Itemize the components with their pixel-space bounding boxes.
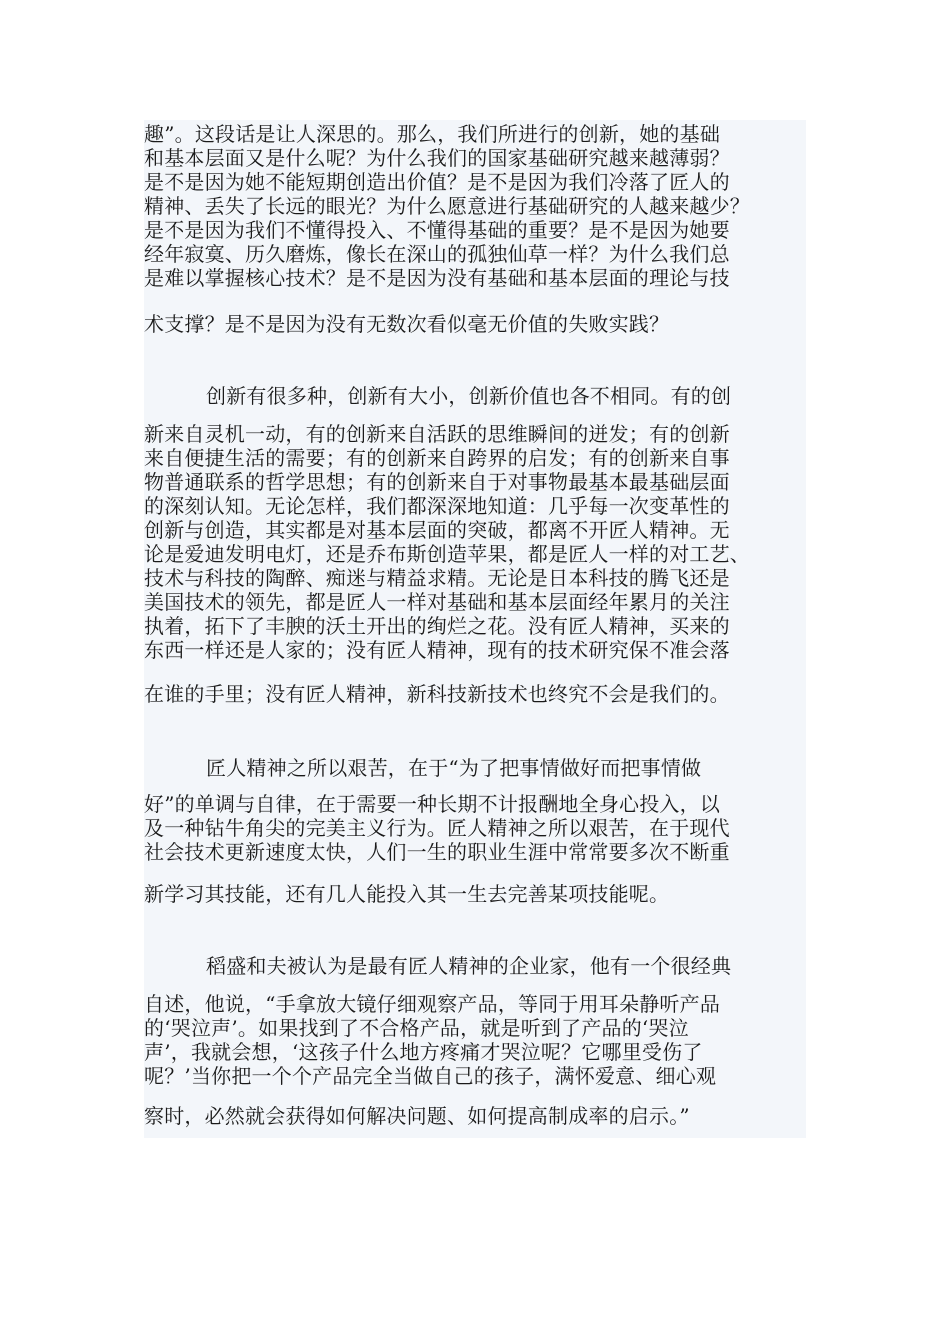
paragraph-1 (144, 120, 806, 366)
paragraph-line: 物普通联系的哲学思想；有的创新来自于对事物最基本最基础层面 (144, 470, 730, 494)
paragraph-2 (144, 366, 806, 722)
paragraph-line: 在谁的手里；没有匠人精神，新科技新技术也终究不会是我们的。 (144, 682, 730, 706)
paragraph-line: 东西一样还是人家的；没有匠人精神，现有的技术研究保不准会落 (144, 638, 730, 662)
paragraph-line: 来自便捷生活的需要；有的创新来自跨界的启发；有的创新来自事 (144, 446, 730, 470)
paragraph-line: 社会技术更新速度太快，人们一生的职业生涯中常常要多次不断重 (144, 840, 730, 864)
paragraph-line: 术支撑？是不是因为没有无数次看似毫无价值的失败实践？ (144, 312, 670, 336)
paragraph-4 (144, 932, 806, 1138)
paragraph-line: 好”的单调与自律，在于需要一种长期不计报酬地全身心投入，以 (144, 792, 721, 816)
paragraph-line: 自述，他说，“手拿放大镜仔细观察产品，等同于用耳朵静听产品 (144, 992, 721, 1016)
paragraph-line: 稻盛和夫被认为是最有匠人精神的企业家，他有一个很经典 (206, 954, 732, 978)
paragraph-line: 察时，必然就会获得如何解决问题、如何提高制成率的启示。” (144, 1104, 690, 1128)
paragraph-line: 匠人精神之所以艰苦，在于“为了把事情做好而把事情做 (206, 756, 702, 780)
paragraph-line: 执着，拓下了丰腴的沃土开出的绚烂之花。没有匠人精神，买来的 (144, 614, 730, 638)
paragraph-line: 的‘哭泣声’。如果找到了不合格产品，就是听到了产品的‘哭泣 (144, 1016, 689, 1040)
paragraph-line: 创新与创造，其实都是对基本层面的突破，都离不开匠人精神。无 (144, 518, 730, 542)
paragraph-line: 新学习其技能，还有几人能投入其一生去完善某项技能呢。 (144, 882, 670, 906)
paragraph-line: 精神、丢失了长远的眼光？为什么愿意进行基础研究的人越来越少？ (144, 194, 750, 218)
paragraph-3 (144, 722, 806, 932)
paragraph-line: 及一种钻牛角尖的完美主义行为。匠人精神之所以艰苦，在于现代 (144, 816, 730, 840)
paragraph-line: 新来自灵机一动，有的创新来自活跃的思维瞬间的迸发；有的创新 (144, 422, 730, 446)
paragraph-line: 美国技术的领先，都是匠人一样对基础和基本层面经年累月的关注 (144, 590, 730, 614)
paragraph-line: 是难以掌握核心技术？是不是因为没有基础和基本层面的理论与技 (144, 266, 730, 290)
paragraph-line: 经年寂寞、历久磨炼，像长在深山的孤独仙草一样？为什么我们总 (144, 242, 730, 266)
paragraph-line: 论是爱迪发明电灯，还是乔布斯创造苹果，都是匠人一样的对工艺、 (144, 542, 750, 566)
paragraph-line: 呢？’当你把一个个产品完全当做自己的孩子，满怀爱意、细心观 (144, 1064, 717, 1088)
paragraph-line: 趣”。这段话是让人深思的。那么，我们所进行的创新，她的基础 (144, 122, 721, 146)
paragraph-line: 和基本层面又是什么呢？为什么我们的国家基础研究越来越薄弱？ (144, 146, 730, 170)
paragraph-line: 是不是因为她不能短期创造出价值？是不是因为我们冷落了匠人的 (144, 170, 730, 194)
paragraph-line: 声’，我就会想，‘这孩子什么地方疼痛才哭泣呢？它哪里受伤了 (144, 1040, 703, 1064)
paragraph-line: 技术与科技的陶醉、痴迷与精益求精。无论是日本科技的腾飞还是 (144, 566, 730, 590)
paragraph-line: 是不是因为我们不懂得投入、不懂得基础的重要？是不是因为她要 (144, 218, 730, 242)
paragraph-line: 的深刻认知。无论怎样，我们都深深地知道：几乎每一次变革性的 (144, 494, 730, 518)
paragraph-line: 创新有很多种，创新有大小，创新价值也各不相同。有的创 (206, 384, 732, 408)
